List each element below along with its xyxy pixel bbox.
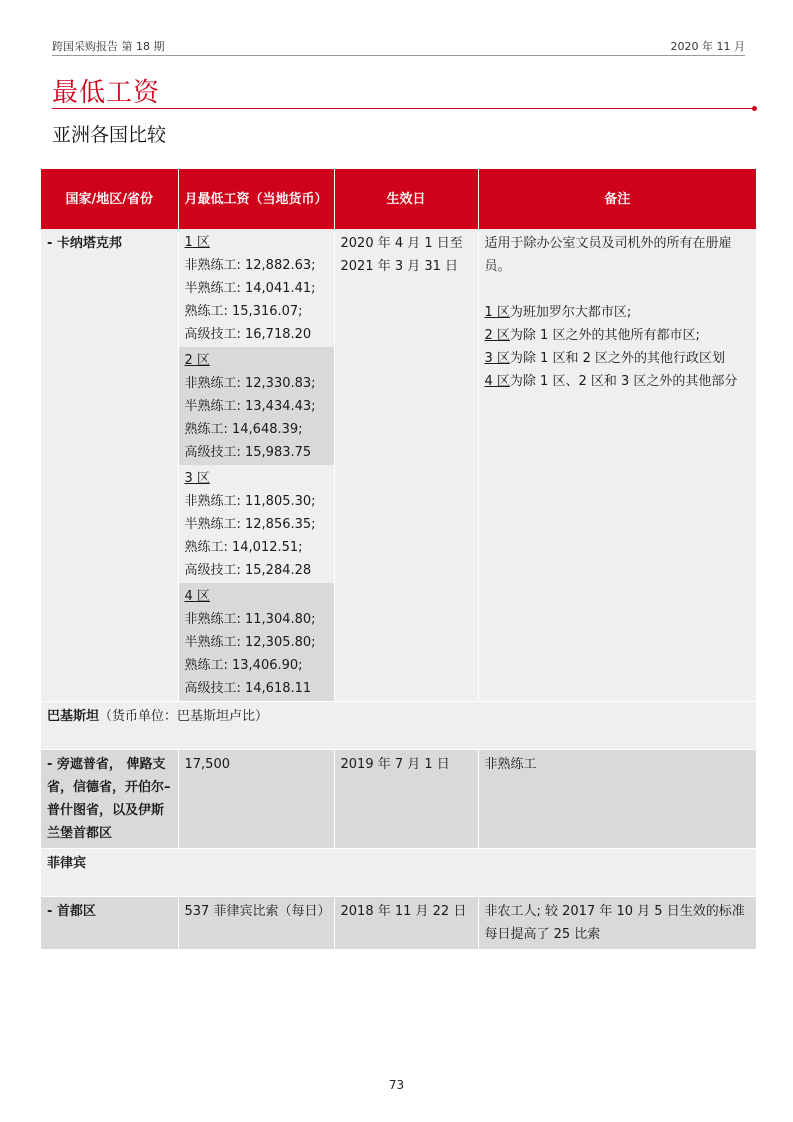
section-heading-pakistan (41, 702, 756, 750)
region-cell: - 卡纳塔克邦 (41, 229, 178, 702)
table-header-row (41, 169, 756, 229)
col-header-region: 国家/地区/省份 (41, 169, 178, 229)
col-header-notes: 备注 (478, 169, 756, 229)
zone-block (179, 229, 334, 347)
page-number: 73 (388, 1078, 405, 1092)
wage-line: 非熟练工: 11,304.80; (184, 612, 316, 627)
page-subtitle: 亚洲各国比较 (52, 124, 167, 146)
notes-cell: 非熟练工 (478, 750, 756, 849)
region-cell: - 首都区 (41, 897, 178, 950)
zone-ref: 2 区 (484, 328, 510, 343)
zone-ref: 4 区 (484, 374, 510, 389)
wage-line: 高级技工: 16,718.20 (184, 327, 312, 342)
effective-date-cell: 2020 年 4 月 1 日至 2021 年 3 月 31 日 (334, 229, 478, 702)
wage-line: 熟练工: 14,012.51; (184, 540, 303, 555)
wage-line: 高级技工: 14,618.11 (184, 681, 312, 696)
zone-label: 4 区 (184, 589, 210, 604)
zone-block (179, 347, 334, 465)
section-country: 巴基斯坦 (47, 709, 100, 724)
wage-line: 熟练工: 13,406.90; (184, 658, 303, 673)
title-divider-dot (752, 106, 757, 111)
wage-cell: 537 菲律宾比索（每日） (178, 897, 334, 950)
wage-line: 高级技工: 15,983.75 (184, 445, 312, 460)
title-divider (52, 108, 752, 109)
wage-line: 半熟练工: 13,434.43; (184, 399, 316, 414)
table-row (41, 750, 756, 849)
wage-line: 熟练工: 14,648.39; (184, 422, 303, 437)
zone-ref: 3 区 (484, 351, 510, 366)
section-currency-note: （货币单位：巴基斯坦卢比） (99, 709, 269, 724)
zone-desc: 为除 1 区之外的其他所有都市区; (509, 328, 700, 343)
zone-ref: 1 区 (484, 305, 510, 320)
page-title: 最低工资 (52, 78, 161, 108)
wage-zones-cell (178, 229, 334, 702)
header-date: 2020 年 11 月 (670, 40, 745, 53)
zone-desc: 为除 1 区和 2 区之外的其他行政区划 (509, 351, 725, 366)
wage-line: 半熟练工: 14,041.41; (184, 281, 316, 296)
zone-label: 2 区 (184, 353, 210, 368)
effective-date-cell: 2019 年 7 月 1 日 (334, 750, 478, 849)
section-row (41, 849, 756, 897)
wage-line: 半熟练工: 12,856.35; (184, 517, 316, 532)
col-header-effective-date: 生效日 (334, 169, 478, 229)
notes-intro: 适用于除办公室文员及司机外的所有在册雇员。 (484, 236, 732, 274)
wage-line: 熟练工: 15,316.07; (184, 304, 303, 319)
wage-line: 非熟练工: 12,882.63; (184, 258, 316, 273)
header-publication: 跨国采购报告 第 18 期 (52, 40, 165, 53)
wage-line: 非熟练工: 11,805.30; (184, 494, 316, 509)
wage-cell: 17,500 (178, 750, 334, 849)
zone-desc: 为除 1 区、2 区和 3 区之外的其他部分 (509, 374, 738, 389)
region-cell: - 旁遮普省， 俾路支省，信德省，开伯尔–普什图省，以及伊斯兰堡首都区 (41, 750, 178, 849)
notes-zone-line (485, 324, 752, 347)
zone-block (179, 583, 334, 701)
wage-line: 非熟练工: 12,330.83; (184, 376, 316, 391)
notes-zone-line (485, 370, 752, 393)
col-header-wage: 月最低工资（当地货币） (178, 169, 334, 229)
table-row (41, 897, 756, 950)
zone-block (179, 465, 334, 583)
table-row (41, 229, 756, 702)
notes-zone-line (485, 347, 752, 370)
zone-desc: 为班加罗尔大都市区; (509, 305, 632, 320)
zone-label: 3 区 (184, 471, 210, 486)
notes-zone-line (485, 301, 752, 324)
section-country: 菲律宾 (47, 856, 87, 871)
minimum-wage-table (41, 169, 756, 950)
wage-line: 高级技工: 15,284.28 (184, 563, 312, 578)
header-divider (52, 55, 745, 56)
section-row (41, 702, 756, 750)
notes-cell: 非农工人; 较 2017 年 10 月 5 日生效的标准每日提高了 25 比索 (478, 897, 756, 950)
notes-cell (478, 229, 756, 702)
section-heading-philippines (41, 849, 756, 897)
wage-line: 半熟练工: 12,305.80; (184, 635, 316, 650)
effective-date-cell: 2018 年 11 月 22 日 (334, 897, 478, 950)
zone-label: 1 区 (184, 235, 210, 250)
